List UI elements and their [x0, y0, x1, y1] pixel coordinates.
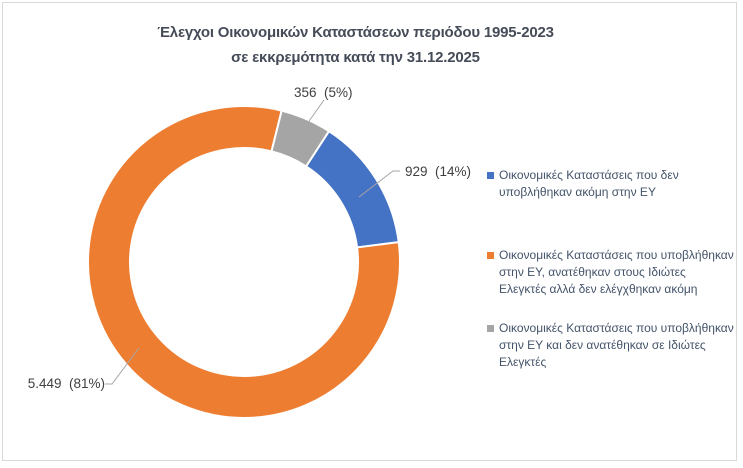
legend-label-gray: Οικονομικές Καταστάσεις που υποβλήθηκαν στην ΕΥ και δεν ανατέθηκαν σε Ιδιώτες Ελεγκτές: [499, 321, 734, 369]
legend-swatch-blue-icon: [487, 172, 494, 179]
legend-item-blue: [486, 167, 734, 201]
legend-swatch-gray-icon: [487, 325, 494, 332]
data-label-gray: 356 (5%): [294, 85, 353, 100]
data-label-blue: 929 (14%): [405, 164, 472, 179]
data-label-orange: 5.449 (81%): [27, 376, 105, 391]
chart-title-line1: Έλεγχοι Οικονομικών Καταστάσεων περιόδου 1995-2023: [157, 24, 554, 41]
legend-label-orange: Οικονομικές Καταστάσεις που υποβλήθηκαν στην ΕΥ, ανατέθηκαν στους Ιδιώτες Ελεγκτές αλλά δεν ελέγχθηκαν ακόμη: [499, 248, 734, 296]
chart-frame: [2, 2, 737, 461]
legend-label-blue: Οικονομικές Καταστάσεις που δεν υποβλήθηκαν ακόμη στην ΕΥ: [499, 168, 679, 199]
donut-slices: [88, 106, 400, 418]
leader-line-gray-slice: [307, 100, 324, 124]
donut-slice-not-submitted-to-ey: [306, 131, 399, 247]
donut-chart: [3, 3, 736, 460]
legend-item-gray: [486, 320, 734, 371]
chart-title-line2: σε εκκρεμότητα κατά την 31.12.2025: [231, 49, 480, 66]
legend-swatch-orange-icon: [487, 252, 494, 259]
legend-item-orange: [486, 247, 734, 298]
